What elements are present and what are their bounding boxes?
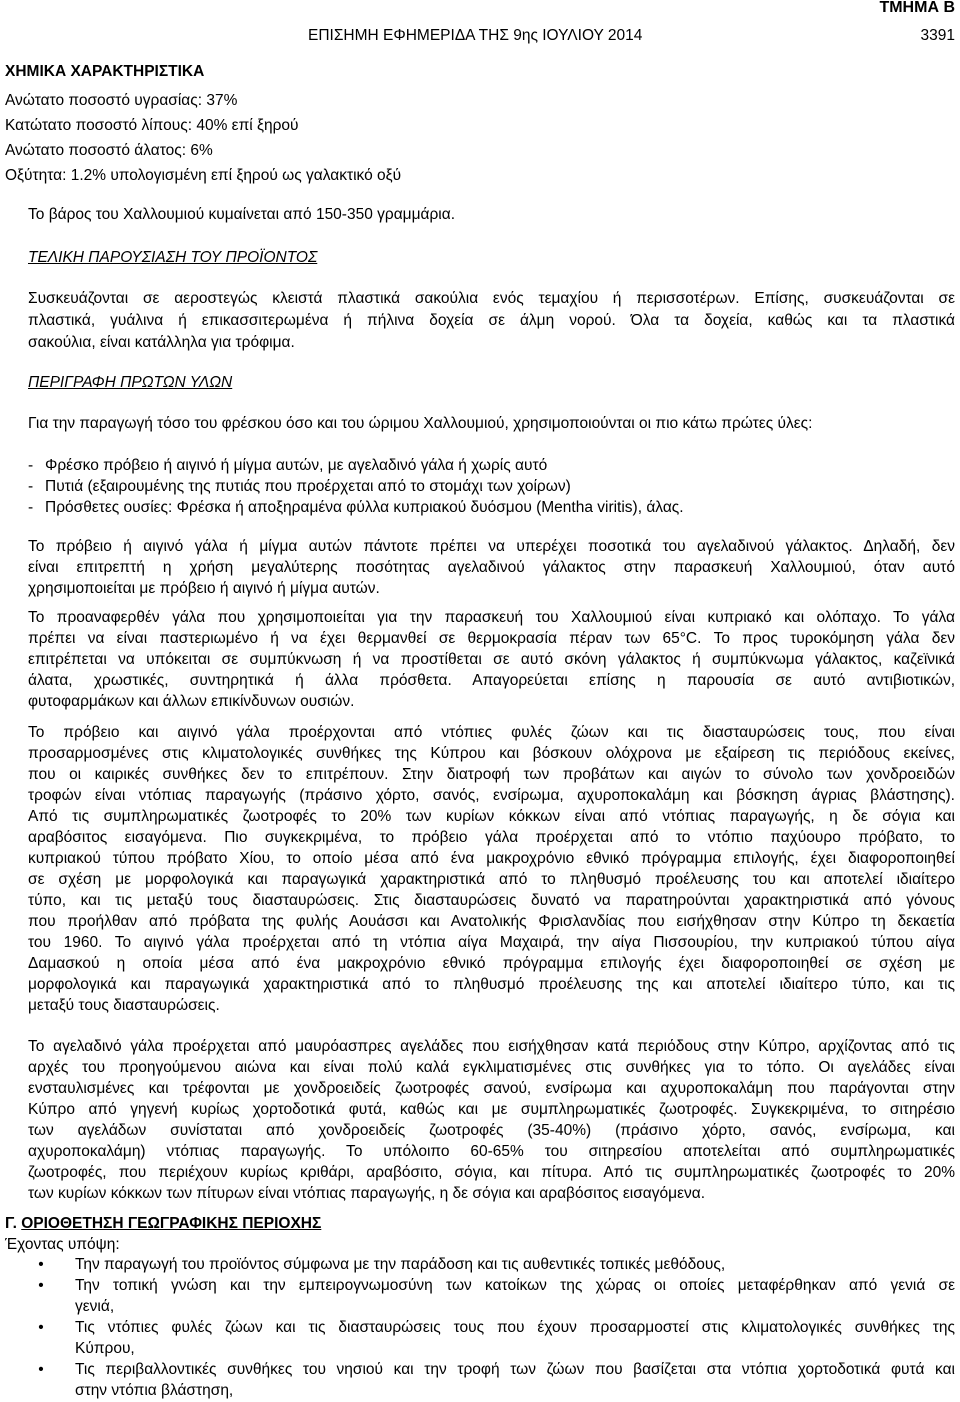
bullet-icon: • [38,1361,44,1378]
paragraph-line: των κυρίων κόκκων των πίτυρων είναι ντόπιας παραγωγής, η δε σόγια και αραβόσιτος εισαγόμενα. [28,1185,705,1202]
gazette-title: ΕΠΙΣΗΜΗ ΕΦΗΜΕΡΙΔΑ ΤΗΣ 9ης ΙΟΥΛΙΟΥ 2014 [308,27,643,44]
paragraph-line: Δαμασκού η οποία μέσα από ένα μακροχρόνιο εθνικό πρόγραμμα επιλογής έχει διαφοροποιηθεί σε σχέση με [28,955,955,972]
paragraph-line: μεταξύ τους διασταυρώσεις. [28,997,220,1014]
paragraph-line: αχυροποκαλάμη) ντόπιας παραγωγής. Το υπόλοιπο 60-65% του σιτηρεσίου αποτελείται από συμπληρωματικές [28,1143,955,1160]
paragraph-line: μορφολογικά και παραγωγικά χαρακτηριστικά από το πληθυσμό προέλευσης της και αποτελεί ιδιαίτερο τύπο, και τις [28,976,955,993]
paragraph-line: ενσταυλισμένες και τρέφονται με χονδροειδείς ζωοτροφές σανού, ενσίρωμα και αχυροποκαλάμη που παράγονται στην [28,1080,955,1097]
bullet-continuation [0,1380,960,1401]
geography-bullet-list [0,1254,960,1401]
bullet-line: Κύπρου, [75,1340,135,1357]
paragraph-line: σακούλια, είναι κατάλληλα για τρόφιμα. [28,334,295,351]
bullet-line: Την τοπική γνώση και την εμπειρογνωμοσύνη των κατοίκων της χώρας οι οποίες μεταφέρθηκαν από γενιά σε [75,1277,955,1294]
bullet-continuation [0,1296,960,1317]
paragraph-line: χρησιμοποιείται με πρόβειο ή αιγινό ή μίγμα αυτών. [28,580,380,597]
paragraph-line: προσαρμοσμένες στις κλιματολογικές συνθήκες της Κύπρου και βόσκουν ολόχρονα με εξαίρεση τις περιόδους εκείνες, [28,745,955,762]
list-item-text: Φρέσκο πρόβειο ή αιγινό ή μίγμα αυτών, με αγελαδινό γάλα ή χωρίς αυτό [45,457,548,474]
list-item [28,455,955,476]
paragraph-line: φυτοφαρμάκων και άλλων επικίνδυνων ουσιών. [28,693,355,710]
gazette-section-label: ΤΜΗΜΑ Β [879,0,955,16]
raw-materials-list [28,455,955,518]
bullet-line: Τις περιβαλλοντικές συνθήκες του νησιού και την τροφή των ζώων που βασίζεται στα ντόπια χορτοδοτικά φυτά και [75,1361,955,1378]
chemical-line: Ανώτατο ποσοστό άλατος: 6% [5,142,213,159]
paragraph-line: που προήλθαν από πρόβατα της φυλής Αουάσσι και Ανατολικής Φρισλανδίας που εισήχθησαν στην Κύπρο τη δεκαετία [28,913,955,930]
section-label: Γ. [5,1215,17,1232]
bullet-line: Την παραγωγή του προϊόντος σύμφωνα με την παράδοση και τις αυθεντικές τοπικές μεθόδους, [75,1256,726,1273]
paragraph-line: τύπο, και τις μεταξύ τους διασταυρώσεις. Στις διασταυρώσεις δυνατό να παρατηρούνται χαρακτηριστικά από γόνους [28,892,955,909]
bullet-line: στην ντόπια βλάστηση, [75,1382,234,1399]
milk-ratio-paragraph [28,536,955,599]
bullet-item [0,1254,960,1275]
bullet-line: Τις ντόπιες φυλές ζώων και τις διασταυρώσεις τους που έχουν προσαρμοστεί στις κλιματολογικές συνθήκες της [75,1319,955,1336]
paragraph-line: πλαστικά, γυάλινα ή επικασσιτερωμένα ή πήλινα δοχεία σε άλμη νορού. Όλα τα δοχεία, καθώς και τα πλαστικά [28,312,955,329]
presentation-heading: ΤΕΛΙΚΗ ΠΑΡΟΥΣΙΑΣΗ ΤΟΥ ΠΡΟΪΟΝΤΟΣ [28,249,318,266]
paragraph-line: πρέπει να είναι παστεριωμένο ή να έχει θερμανθεί σε θερμοκρασία πέραν των 65°C. Το προς τυροκόμηση γάλα δεν [28,630,955,647]
weight-text: Το βάρος του Χαλλουμιού κυμαίνεται από 150-350 γραμμάρια. [28,206,456,223]
paragraph-line: Το πρόβειο ή αιγινό γάλα ή μίγμα αυτών πάντοτε πρέπει να υπερέχει ποσοτικά του αγελαδινού γάλακτος. Δηλαδή, δεν [28,538,955,555]
geography-intro: Έχοντας υπόψη: [5,1236,120,1253]
raw-materials-intro: Για την παραγωγή τόσο του φρέσκου όσο και του ώριμου Χαλλουμιού, χρησιμοποιούνται οι πιο κάτω πρώτες ύλες: [28,415,813,432]
paragraph-line: Συσκευάζονται σε αεροστεγώς κλειστά πλαστικά σακούλια ενός τεμαχίου ή περισσοτέρων. Επίσης, συσκευάζονται σε [28,290,955,307]
bullet-item [0,1317,960,1338]
paragraph-line: Από τις συμπληρωματικές ζωοτροφές το 20% των κυρίων κόκκων είναι από ντόπιας παραγωγής, η δε σόγια και [28,808,955,825]
paragraph-line: άλατα, χρωστικές, συντηρητικά ή άλλα πρόσθετα. Απαγορεύεται επίσης η παρουσία σε αυτό αντιβιοτικών, [28,672,955,689]
weight-statement [28,204,955,225]
paragraph-line: επιτρέπεται να υπόκειται σε συμπύκνωση ή να προστίθεται σε αυτό σκόνη γάλακτος ή συμπύκνωμα γάλακτος, καζεϊνικά [28,651,955,668]
chemical-characteristics [5,61,705,82]
list-marker: - [28,457,34,474]
list-item-text: Πρόσθετες ουσίες: Φρέσκα ή αποξηραμένα φύλλα κυπριακού δυόσμου (Mentha viritis), άλας. [45,499,684,516]
list-item [28,497,955,518]
list-item-text: Πυτιά (εξαιρουμένης της πυτιάς που προέρχεται από το στομάχι των χοίρων) [45,478,571,495]
section-title: ΟΡΙΟΘΕΤΗΣΗ ΓΕΩΓΡΑΦΙΚΗΣ ΠΕΡΙΟΧΗΣ [21,1215,322,1232]
paragraph-line: τροφών είναι ντόπιας παραγωγής (πράσινο χόρτο, σανός, ενσίρωμα, αχυροποκαλάμη και βόσκηση άγριας βλάστησης). [28,787,955,804]
bullet-item [0,1275,960,1296]
milk-quality-paragraph [28,607,955,712]
paragraph-line: του 1960. Το αιγινό γάλα προέρχεται από τη ντόπια αίγα Μαχαιρά, την αίγα Πισσουρίου, την κυπριακού τύπου αίγα [28,934,955,951]
paragraph-line: που οι καιρικές συνθήκες δεν το επιτρέπουν. Στην διατροφή των προβάτων και αιγών το σύνολο των χονδροειδών [28,766,955,783]
paragraph-line: Το πρόβειο και αιγινό γάλα προέρχονται από ντόπιες φυλές ζώων και τις διασταυρώσεις τους, που είναι [28,724,955,741]
paragraph-line: ζωοτροφές, που περιέχουν κυρίως κριθάρι, αραβόσιτο, σόγια, και πίτυρα. Από τις συμπληρωματικές ζωοτροφές το 20% [28,1164,955,1181]
paragraph-line: είναι επιτρεπτή η χρήση μεγαλύτερης ποσότητας αγελαδινού γάλακτος στην παρασκευή Χαλλουμιού, όταν αυτό [28,559,955,576]
page-number: 3391 [920,27,955,44]
chemical-line: Κατώτατο ποσοστό λίπους: 40% επί ξηρού [5,117,299,134]
bullet-icon: • [38,1319,44,1336]
bullet-item [0,1359,960,1380]
paragraph-line: των αγελάδων συνίσταται από χονδροειδείς ζωοτροφές (35-40%) (πράσινο χόρτο, σανός, ενσίρωμα, και [28,1122,955,1139]
list-item [28,476,955,497]
bullet-icon: • [38,1277,44,1294]
paragraph-line: σε σχέση με μορφολογικά και παραγωγικά χαρακτηριστικά από το πληθυσμό προέλευσης του και αποτελεί ιδιαίτερο [28,871,955,888]
geography-section-heading [5,1213,955,1255]
chemical-line: Ανώτατο ποσοστό υγρασίας: 37% [5,92,238,109]
chemical-title: ΧΗΜΙΚΑ ΧΑΡΑΚΤΗΡΙΣΤΙΚΑ [5,63,205,80]
paragraph-line: Κύπρο από γηγενή κυρίως χορτοδοτικά φυτά, καθώς και με συμπληρωματικές ζωοτροφές. Συγκεκριμένα, το σιτηρέσιο [28,1101,955,1118]
presentation-paragraph [28,288,955,354]
bullet-continuation [0,1338,960,1359]
list-marker: - [28,499,34,516]
bullet-line: γενιά, [75,1298,115,1315]
raw-materials-heading-block [28,372,955,393]
sheep-goat-milk-paragraph [28,722,955,1016]
list-marker: - [28,478,34,495]
bullet-icon: • [38,1256,44,1273]
chemical-values [5,88,705,188]
presentation-heading-block [28,247,955,268]
chemical-line: Οξύτητα: 1.2% υπολογισμένη επί ξηρού ως γαλακτικό οξύ [5,167,402,184]
paragraph-line: αραβόσιτος εισαγόμενα. Πιο συγκεκριμένα, το πρόβειο γάλα προέρχεται από το ντόπιο παχύουρο πρόβατο, το [28,829,955,846]
raw-materials-intro-block [28,413,955,434]
raw-materials-heading: ΠΕΡΙΓΡΑΦΗ ΠΡΩΤΩΝ ΥΛΩΝ [28,374,233,391]
cow-milk-paragraph [28,1036,955,1204]
paragraph-line: αρχές του προηγούμενου αιώνα και είναι πολύ καλά εγκλιματισμένες στις συνθήκες για το τόπο. Οι αγελάδες είναι [28,1059,955,1076]
paragraph-line: Το προαναφερθέν γάλα που χρησιμοποιείται για την παρασκευή του Χαλλουμιού είναι κυπριακό και ολόπαχο. Το γάλα [28,609,955,626]
paragraph-line: κυπριακού τύπου πρόβατο Χίου, το οποίο μέσα από ένα μακροχρόνιο εθνικό πρόγραμμα επιλογής, έχει διαφοροποιηθεί [28,850,955,867]
paragraph-line: Το αγελαδινό γάλα προέρχεται από μαυρόασπρες αγελάδες που εισήχθησαν κατά περιόδους στην Κύπρο, αρχίζοντας από τις [28,1038,955,1055]
